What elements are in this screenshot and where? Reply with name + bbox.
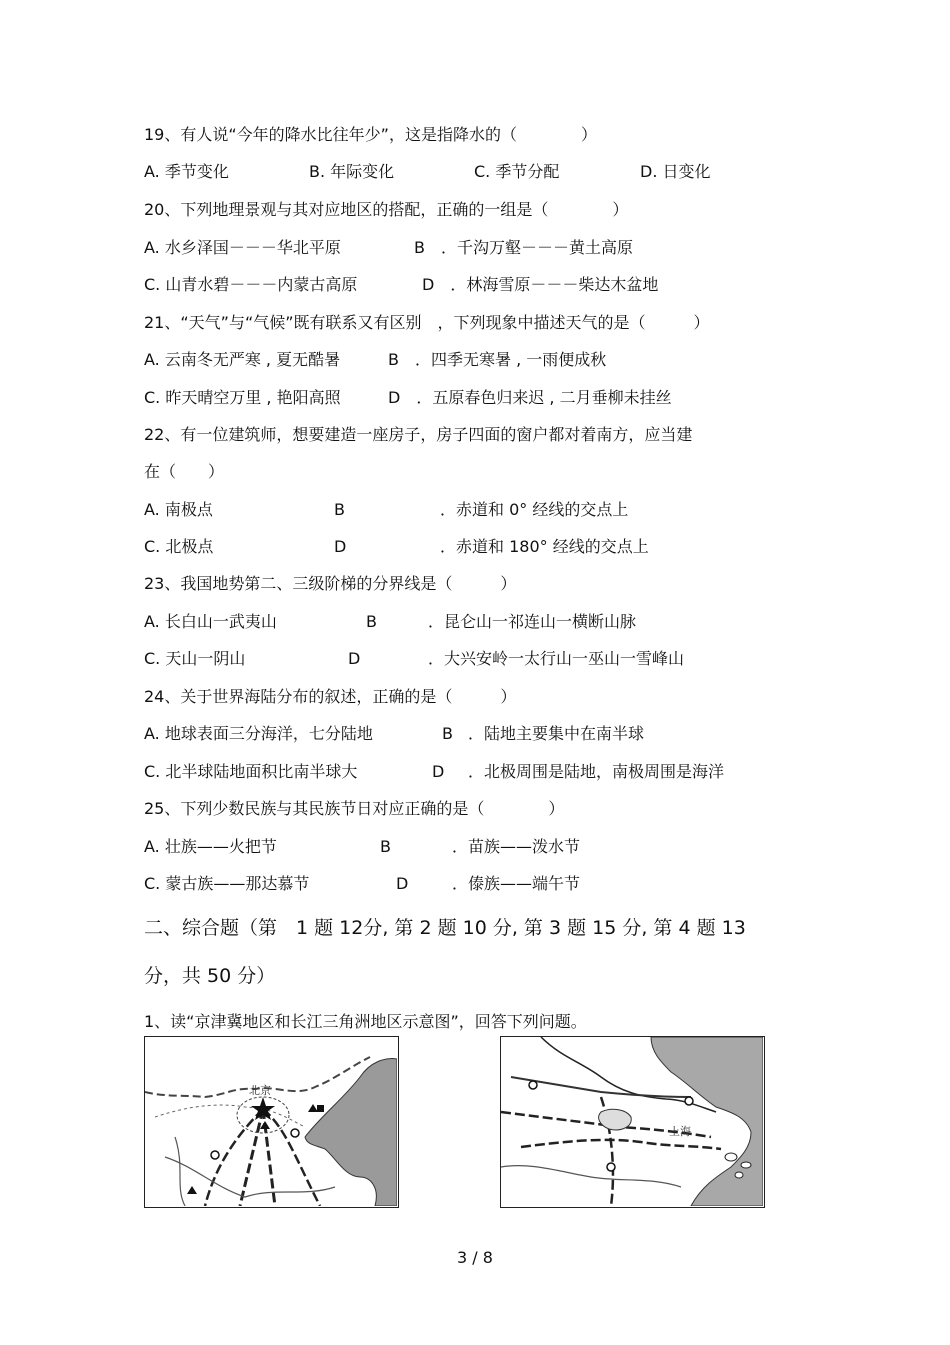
option-d: ．大兴安岭一太行山一巫山一雪峰山 (428, 649, 685, 668)
option-d: ．傣族——端午节 (452, 874, 581, 893)
option-a: A. 壮族——火把节 (144, 837, 277, 856)
option-a: A. 水乡泽国－－－华北平原 (144, 238, 341, 257)
option-c: C. 季节分配 (474, 162, 560, 181)
option-b: B ．千沟万壑－－－黄土高原 (414, 238, 633, 257)
option-d: D ．五原春色归来迟 , 二月垂柳未挂丝 (388, 388, 672, 407)
question-19-stem: 19、有人说“今年的降水比往年少”，这是指降水的（ ） (144, 125, 597, 144)
option-a: A. 季节变化 (144, 162, 229, 181)
section-title-cont: 分，共 50 分） (144, 965, 276, 987)
option-c: C. 北半球陆地面积比南半球大 (144, 762, 358, 781)
section-title: 二、综合题（第 1 题 12分, 第 2 题 10 分, 第 3 题 15 分, 第 4 题 13 (144, 917, 746, 939)
city-dot-icon (607, 1163, 615, 1171)
option-c: C. 北极点 (144, 537, 214, 556)
beijing-label: 北京 (249, 1084, 271, 1097)
mountain-icon (187, 1186, 197, 1194)
map-jingjinji (144, 1036, 399, 1208)
question-22-stem-cont: 在（ ） (144, 462, 225, 481)
mountain-icon (260, 1121, 270, 1129)
city-dot-icon (529, 1081, 537, 1089)
option-c: C. 蒙古族——那达慕节 (144, 874, 310, 893)
option-b: ．昆仑山一祁连山一横断山脉 (428, 612, 637, 631)
option-a: A. 南极点 (144, 500, 213, 519)
option-d: ．北极周围是陆地，南极周围是海洋 (468, 762, 725, 781)
option-d-letter: D (334, 537, 347, 556)
option-a: A. 长白山一武夷山 (144, 612, 277, 631)
option-b: ．陆地主要集中在南半球 (468, 724, 645, 743)
option-d: D ．林海雪原－－－柴达木盆地 (422, 275, 659, 294)
option-b-letter: B (366, 612, 377, 631)
city-dot-icon (211, 1151, 219, 1159)
option-a: A. 云南冬无严寒 , 夏无酷暑 (144, 350, 341, 369)
page-number: 3 / 8 (457, 1248, 493, 1267)
question-25-stem: 25、下列少数民族与其民族节日对应正确的是（ ） (144, 799, 565, 818)
question-21-stem: 21、“天气”与“气候”既有联系又有区别 ，下列现象中描述天气的是（ ） (144, 313, 710, 332)
option-b-letter: B (442, 724, 453, 743)
option-b-letter: B (334, 500, 345, 519)
option-c: C. 天山一阴山 (144, 649, 246, 668)
map-jingjinji-drawing (145, 1037, 397, 1206)
option-c: C. 昨天晴空万里 , 艳阳高照 (144, 388, 341, 407)
option-d: D. 日变化 (640, 162, 711, 181)
map-yangtze-delta-drawing (501, 1037, 763, 1206)
option-d-letter: D (396, 874, 409, 893)
taihu-lake (599, 1109, 632, 1130)
question-24-stem: 24、关于世界海陆分布的叙述，正确的是（ ） (144, 687, 517, 706)
option-d: ．赤道和 180° 经线的交点上 (440, 537, 649, 556)
option-b: B. 年际变化 (309, 162, 395, 181)
question-23-stem: 23、我国地势第二、三级阶梯的分界线是（ ） (144, 574, 517, 593)
option-b: ．赤道和 0° 经线的交点上 (440, 500, 629, 519)
option-a: A. 地球表面三分海洋，七分陆地 (144, 724, 373, 743)
option-d-letter: D (432, 762, 445, 781)
question-20-stem: 20、下列地理景观与其对应地区的搭配，正确的一组是（ ） (144, 200, 629, 219)
city-square-icon (317, 1105, 324, 1112)
option-d-letter: D (348, 649, 361, 668)
option-b: B ．四季无寒暑 , 一雨便成秋 (388, 350, 607, 369)
q1-stem: 1、读“京津冀地区和长江三角洲地区示意图”，回答下列问题。 (144, 1012, 587, 1031)
city-dot-icon (291, 1129, 299, 1137)
option-b-letter: B (380, 837, 391, 856)
city-dot-icon (685, 1097, 693, 1105)
option-b: ．苗族——泼水节 (452, 837, 581, 856)
shanghai-label: 上海 (669, 1125, 691, 1138)
option-c: C. 山青水碧－－－内蒙古高原 (144, 275, 358, 294)
map-yangtze-delta (500, 1036, 765, 1208)
mountain-icon (308, 1104, 318, 1112)
question-22-stem: 22、有一位建筑师，想要建造一座房子，房子四面的窗户都对着南方，应当建 (144, 425, 693, 444)
